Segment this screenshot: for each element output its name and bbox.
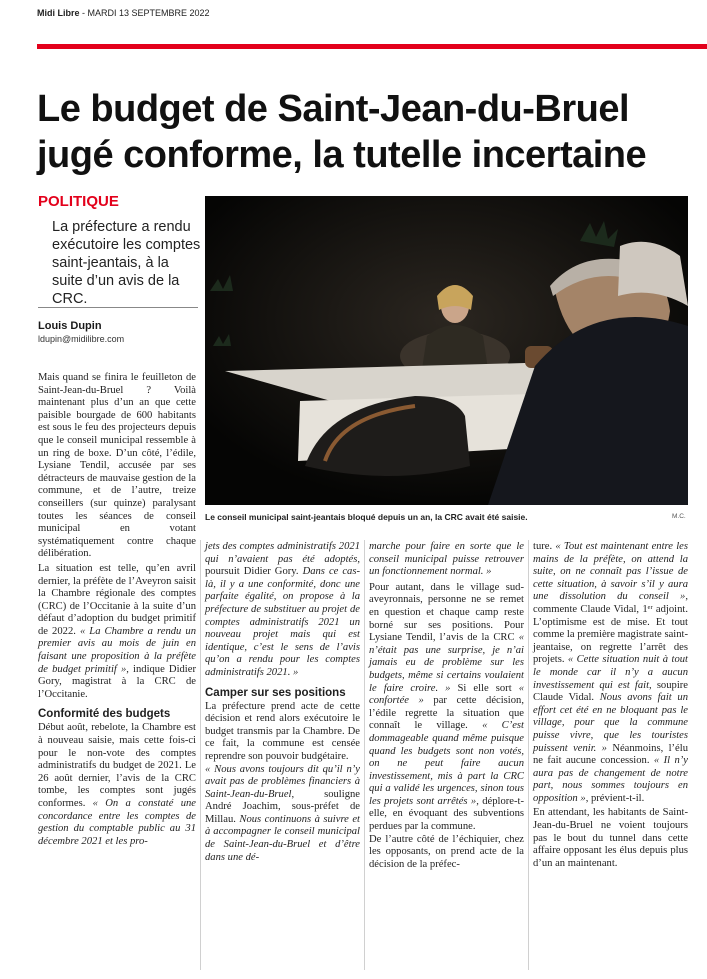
headline-line-1: Le budget de Saint-Jean-du-Bruel xyxy=(37,88,630,130)
section-rubric: POLITIQUE xyxy=(38,193,119,210)
author-email[interactable]: ldupin@midilibre.com xyxy=(38,334,125,344)
photo-caption: Le conseil municipal saint-jeantais bloqué depuis un an, la CRC avait été saisie. xyxy=(205,512,528,522)
paragraph xyxy=(205,764,360,865)
standfirst: La préfecture a rendu exécutoire les comptes saint-jeantais, à la suite d’un avis de la CRC. xyxy=(52,219,201,307)
quote-run: « On a constaté une concordance entre les comptes de gestion du comptable public au 31 décembre 2021 et les pro- xyxy=(38,798,196,847)
column-divider xyxy=(528,540,529,970)
paragraph xyxy=(38,563,196,702)
headline xyxy=(37,86,707,178)
article-column-4 xyxy=(533,541,688,870)
quote-run: Nous avons fait un effort cet été en ne bloquant pas le village, pour que la commune puisse vivre, que les touristes puissent venir. » xyxy=(533,692,688,754)
text-run: , indique Didier Gory, magistrat à la CRC de l’Occitanie. xyxy=(38,663,196,700)
quote-run: « C’est dommageable quand même puisque quand les budgets sont non votés, on ne peut faire aucun investissement, mis à part la CRC qui a validé les urgences, sinon tous les projets sont arrêtés » xyxy=(369,720,524,807)
council-meeting-photo xyxy=(205,196,688,505)
article-photo xyxy=(205,196,688,505)
headline-line-2: jugé conforme, la tutelle incertaine xyxy=(37,134,647,176)
quote-run: Nous continuons à suivre et à accompagner le conseil municipal de Saint-Jean-du-Bruel et d’être dans une dé- xyxy=(205,813,360,863)
masthead-date: - MARDI 13 SEPTEMBRE 2022 xyxy=(79,8,210,18)
text-run: , déplore-t-elle, en évoquant des subventions perdues par la commune. xyxy=(369,795,524,833)
paragraph: La préfecture prend acte de cette décision et rend alors exécutoire le budget transmis par la Chambre. De ce fait, la commune est censée reprendre son pouvoir budgétaire. xyxy=(205,700,360,762)
text-run: Pour autant, dans le village sud-aveyronnais, personne ne se remet en question et chaque camp reste borné sur ses positions. Pour Lysiane Tendil, l’avis de la CRC xyxy=(369,581,524,644)
masthead-paper: Midi Libre xyxy=(37,8,80,18)
paragraph: Mais quand se finira le feuilleton de Saint-Jean-du-Bruel ? Voilà maintenant plus d’un an que cette paisible bourgade de 600 habitants est sous le feu des projecteurs depuis que le conseil municipal ressemble à un ring de boxe. D’un côté, l’édile, Lysiane Tendil, accusée par ses détracteurs de mauvaise gestion de la commune, et de l’autre, treize conseillers (sur quinze) paralysant toutes les séances de conseil municipal en votant systématiquement contre chaque délibération. xyxy=(38,372,196,560)
masthead xyxy=(37,8,210,18)
text-run: , prévient-t-il. xyxy=(585,792,645,804)
text-run: Si elle sort xyxy=(450,682,519,694)
text-run: ture. xyxy=(533,541,556,552)
quote-run: jets des comptes administratifs 2021 qui n’avaient pas été adoptés xyxy=(205,541,360,565)
text-run: , souligne André Joachim, sous-préfet de Millau. xyxy=(205,788,360,825)
paragraph xyxy=(205,541,360,680)
text-run: , poursuit Didier Gory. xyxy=(205,553,360,578)
text-run: Début août, rebelote, la Chambre est à nouveau saisie, mais cette fois-ci pour le non-vote des comptes administratifs du budget de 2021. Le 26 août dernier, l’avis de la CRC tombe, les comptes sont jugés conformes. xyxy=(38,722,196,809)
paragraph: De l’autre côté de l’échiquier, chez les opposants, on prend acte de la décision de la préfec- xyxy=(369,833,524,870)
article-column-2 xyxy=(205,541,360,864)
text-run: Néanmoins, l’élu ne fait aucune concession. xyxy=(533,742,688,767)
photo-credit: M.C. xyxy=(672,513,686,520)
text-run: La situation est telle, qu’en avril dernier, la préfète de l’Aveyron saisit la Chambre régionale des comptes (CRC) de l’Occitanie à la suite d’un défaut d’adoption du budget primitif de 2022. xyxy=(38,562,196,637)
column-divider xyxy=(200,540,201,970)
column-divider xyxy=(364,540,365,970)
accent-rule xyxy=(37,44,707,49)
quote-run: « Nous avons toujours dit qu’il n’y avait pas de problèmes financiers à Saint-Jean-du-Bruel xyxy=(205,763,360,800)
quote-run: Dans ce cas-là, il y a une conformité, donc une parfaite égalité, on propose à la préfecture de substituer au projet de comptes administratifs 2021 un nouveau projet mais qui est identique, c’est le sens de l’avis qu’on a rendu pour les comptes administratifs 2021. » xyxy=(205,566,361,678)
paragraph: En attendant, les habitants de Saint-Jean-du-Bruel ne voient toujours pas le bout du tunnel dans cette affaire opposant les élus depuis plus d’un an maintenant. xyxy=(533,807,688,869)
paragraph xyxy=(38,722,196,848)
paragraph: marche pour faire en sorte que le conseil municipal puisse retrouver un fonctionnement normal. » xyxy=(369,541,524,578)
quote-run: « n’était pas une surprise, je n’ai jamais eu de problème sur les budgets, même si certains voulaient le faire croire. » xyxy=(369,632,524,694)
text-run: par cette décision, l’édile regrette la situation que connaît le village. xyxy=(369,695,524,732)
quote-run: « confortée » xyxy=(369,682,524,707)
quote-run: « Tout est maintenant entre les mains de la préfète, on attend la suite, on ne connaît pas l’issue de cette situation, à savoir s’il y aura une dissolution du conseil » xyxy=(533,541,688,603)
quote-run: « La Chambre a rendu un premier avis au mois de juin en faisant une proposition à la préfète de budget primitif » xyxy=(38,625,196,675)
divider xyxy=(38,307,198,308)
article-column-3 xyxy=(369,541,524,871)
paragraph xyxy=(369,582,524,834)
subheading: Conformité des budgets xyxy=(38,708,171,721)
subheading: Camper sur ses positions xyxy=(205,686,346,699)
quote-run: « Cette situation nuit à tout le monde car il n’y a aucun investissement qui est fait xyxy=(533,654,688,691)
text-run: , soupire Claude Vidal. xyxy=(533,679,688,704)
text-run: , commente Claude Vidal, 1ᵉʳ adjoint. L’optimisme est de mise. Et tout comme la première magistrate saint-jeantaise, on regrette l’arrêt des projets. xyxy=(533,591,688,666)
paragraph xyxy=(533,541,688,805)
article-column-1 xyxy=(38,372,196,848)
quote-run: « Il n’y aura pas de changement de notre part, nous sommes toujours en opposition » xyxy=(533,755,689,804)
author-name: Louis Dupin xyxy=(38,320,102,332)
